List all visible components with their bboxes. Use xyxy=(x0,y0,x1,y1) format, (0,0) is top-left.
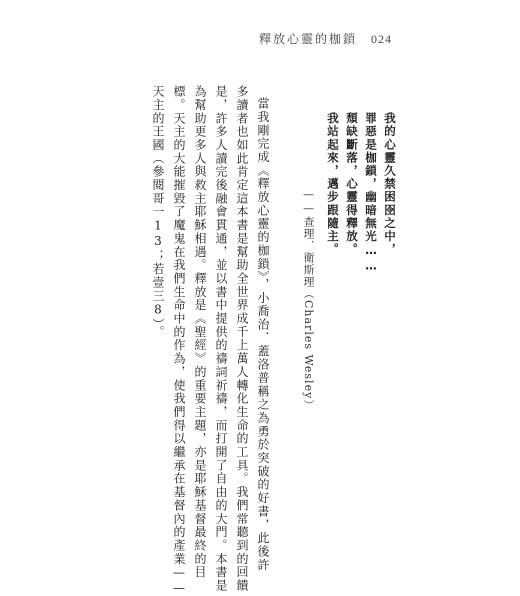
attribution-prefix: ——查理．衛斯理（ xyxy=(302,188,315,300)
running-header-title: 釋放心靈的枷鎖 xyxy=(258,32,357,46)
paragraph-line: 多讀者也如此肯定這本書是幫助全世界成千上萬人轉化生命的工具。我們常聽到的回饋 xyxy=(235,85,249,593)
attribution-suffix: ） xyxy=(302,399,315,412)
paragraph-line: 標。天主的大能摧毀了魔鬼在我們生命中的作為，使我們得以繼承在基督內的產業—— xyxy=(172,85,186,596)
paragraph-line: 當我剛完成《釋放心靈的枷鎖》，小喬治．蓋洛普稱之為勇於突破的好書，此後許 xyxy=(256,97,270,572)
page-number: 024 xyxy=(371,32,392,46)
paragraph-line: 天主的王國（參閱哥一13；若壹三8）。 xyxy=(151,85,165,339)
poem-line: 我站起來，邁步跟隨主。 xyxy=(326,112,340,257)
poem-line: 頹缺斷落，心靈得釋放。 xyxy=(345,112,359,257)
poem-line: 我的心靈久禁困囹之中， xyxy=(383,112,397,257)
running-header xyxy=(259,30,392,47)
attribution-name: Charles Wesley xyxy=(302,300,315,400)
paragraph-line: 為幫助更多人與救主耶穌相遇。釋放是《聖經》的重要主題，亦是耶穌基督最終的目 xyxy=(193,85,207,579)
poem-line: 罪惡是枷鎖，幽暗無光…… xyxy=(364,112,378,275)
poem-attribution xyxy=(300,188,316,411)
paragraph-line: 是，許多人讀完後融會貫通，並以書中提供的禱詞祈禱，而打開了自由的大門。本書是 xyxy=(214,85,228,593)
